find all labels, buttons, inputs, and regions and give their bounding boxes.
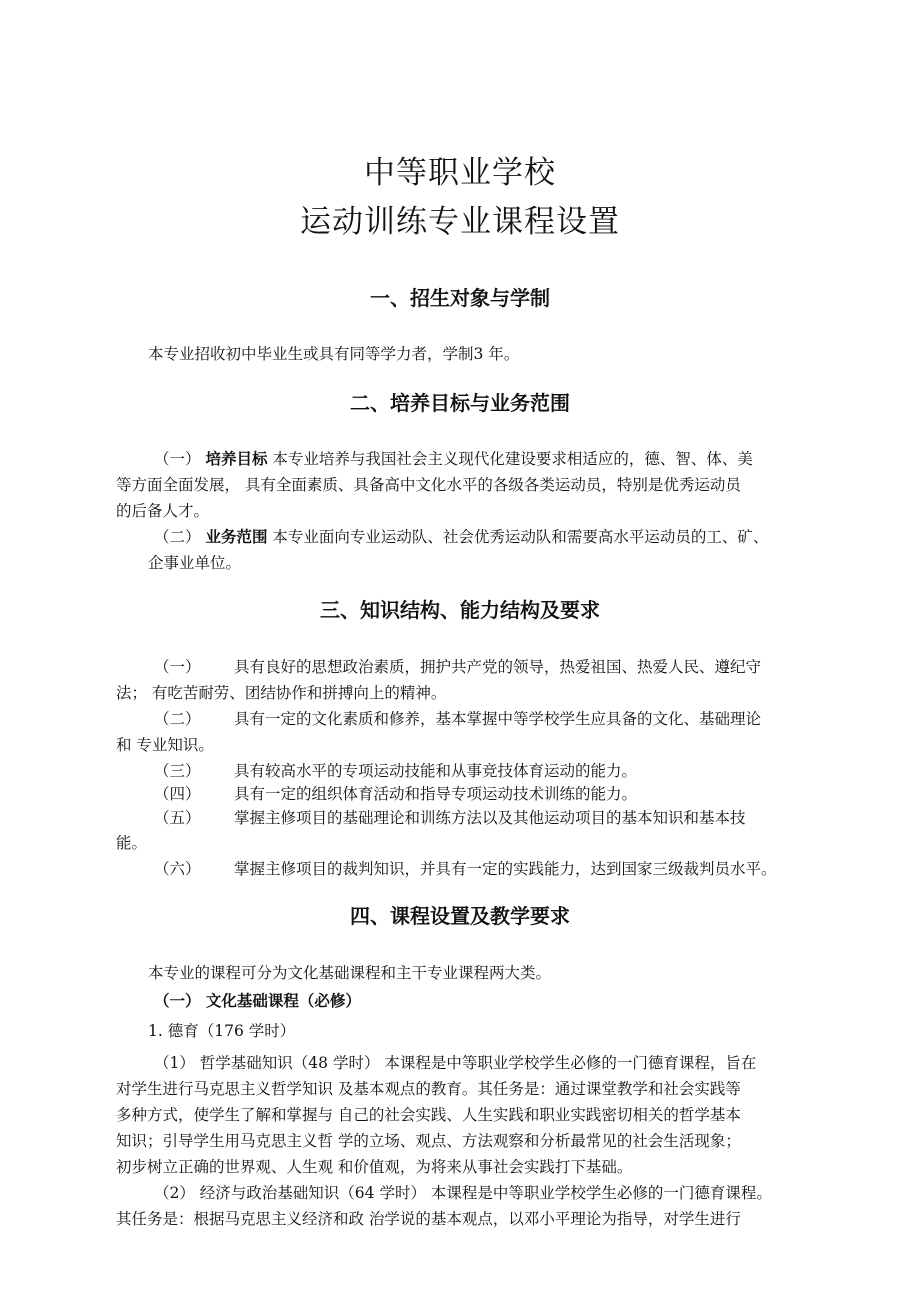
requirement-3-line1 [154, 760, 637, 782]
requirement-4-text: 具有一定的组织体育活动和指导专项运动技术训练的能力。 [234, 785, 638, 803]
requirement-3-number: （三） [154, 762, 201, 780]
business-scope-line2: 企事业单位。 [148, 554, 242, 572]
moral-education-heading: 1. 德育（176 学时） [148, 1022, 296, 1040]
business-scope-number: （二） [154, 528, 201, 546]
business-scope-line1 [154, 526, 768, 548]
philosophy-line2: 对学生进行马克思主义哲学知识 及基本观点的教育。其任务是：通过课堂教学和社会实践等 [116, 1080, 741, 1098]
requirement-6-line1 [154, 858, 777, 880]
requirement-6-number: （六） [154, 860, 201, 878]
training-goal-line2: 等方面全面发展， 具有全面素质、具备高中文化水平的各级各类运动员，特别是优秀运动员 [116, 476, 741, 494]
requirement-1-line1 [154, 656, 761, 678]
philosophy-line1: （1） 哲学基础知识（48 学时） 本课程是中等职业学校学生必修的一门德育课程，旨在 [154, 1054, 757, 1072]
training-goal-label: 培养目标 [205, 450, 268, 468]
business-scope-label: 业务范围 [205, 528, 268, 546]
cultural-courses-heading: （一） 文化基础课程（必修） [154, 992, 361, 1010]
business-scope-text: 本专业面向专业运动队、社会优秀运动队和需要高水平运动员的工、矿、 [272, 528, 769, 546]
requirement-2-number: （二） [154, 710, 201, 728]
economics-politics-line1: （2） 经济与政治基础知识（64 学时） 本课程是中等职业学校学生必修的一门德育课程。 [154, 1184, 772, 1202]
section-4-heading: 四、课程设置及教学要求 [350, 904, 570, 928]
requirement-5-text: 掌握主修项目的基础理论和训练方法以及其他运动项目的基本知识和基本技 [234, 809, 746, 827]
document-title-line2: 运动训练专业课程设置 [300, 204, 620, 240]
document-title-line1: 中等职业学校 [364, 155, 556, 191]
requirement-1-text: 具有良好的思想政治素质，拥护共产党的领导，热爱祖国、热爱人民、遵纪守 [234, 658, 762, 676]
requirement-4-number: （四） [154, 785, 201, 803]
section-3-heading: 三、知识结构、能力结构及要求 [320, 598, 600, 622]
philosophy-line3: 多种方式，使学生了解和掌握与 自己的社会实践、人生实践和职业实践密切相关的哲学基本 [116, 1106, 741, 1124]
philosophy-line5: 初步树立正确的世界观、人生观 和价值观，为将来从事社会实践打下基础。 [116, 1158, 633, 1176]
requirement-3-text: 具有较高水平的专项运动技能和从事竞技体育运动的能力。 [234, 762, 638, 780]
requirement-5-number: （五） [154, 809, 201, 827]
training-goal-line3: 的后备人才。 [116, 502, 210, 520]
requirement-1-number: （一） [154, 658, 201, 676]
requirement-5-line2: 能。 [116, 834, 148, 852]
requirement-2-line2: 和 专业知识。 [116, 736, 214, 754]
requirement-5-line1 [154, 807, 746, 829]
training-goal-line1 [154, 448, 753, 470]
requirement-2-text: 具有一定的文化素质和修养，基本掌握中等学校学生应具备的文化、基础理论 [234, 710, 762, 728]
training-goal-text: 本专业培养与我国社会主义现代化建设要求相适应的，德、智、体、美 [272, 450, 753, 468]
requirement-2-line1 [154, 708, 761, 730]
philosophy-line4: 知识；引导学生用马克思主义哲 学的立场、观点、方法观察和分析最常见的社会生活现象； [116, 1132, 741, 1150]
section-1-text: 本专业招收初中毕业生或具有同等学力者，学制3 年。 [148, 345, 520, 363]
section-4-intro: 本专业的课程可分为文化基础课程和主干专业课程两大类。 [148, 964, 552, 982]
training-goal-number: （一） [154, 450, 201, 468]
requirement-4-line1 [154, 783, 637, 805]
economics-politics-line2: 其任务是：根据马克思主义经济和政 治学说的基本观点，以邓小平理论为指导，对学生进行 [116, 1210, 741, 1228]
requirement-1-line2: 法； 有吃苦耐劳、团结协作和拼搏向上的精神。 [116, 684, 447, 702]
requirement-6-text: 掌握主修项目的裁判知识，并具有一定的实践能力，达到国家三级裁判员水平。 [234, 860, 777, 878]
section-2-heading: 二、培养目标与业务范围 [350, 391, 570, 415]
section-1-heading: 一、招生对象与学制 [370, 286, 550, 310]
